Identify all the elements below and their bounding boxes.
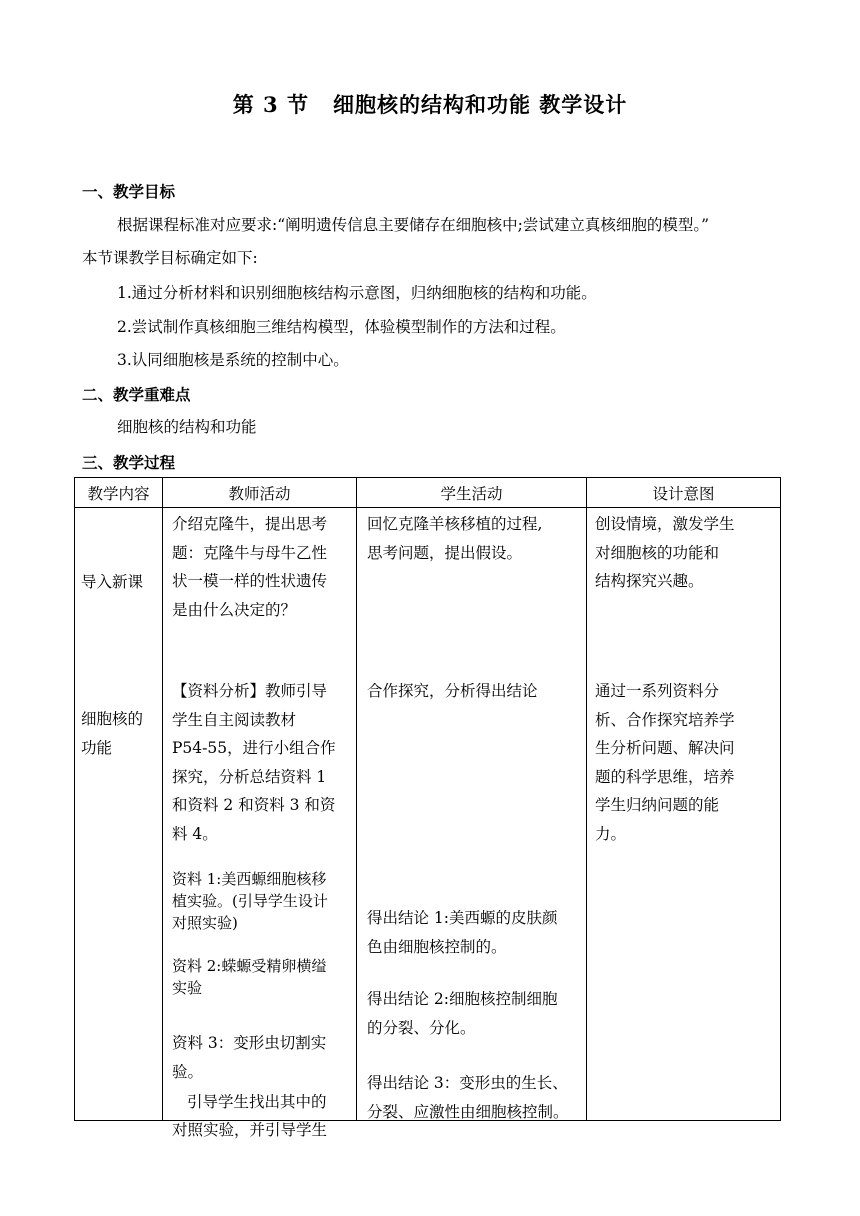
teacher-c1: 资料 1:美西螈细胞核移	[172, 870, 327, 888]
student-c1: 得出结论 1:美西螈的皮肤颜	[367, 909, 558, 927]
table-header-row	[75, 478, 781, 508]
student-b1: 合作探究，分析得出结论	[367, 682, 538, 700]
intent-a1: 创设情境，激发学生	[595, 515, 735, 533]
teacher-d2: 实验	[172, 979, 203, 997]
teacher-f1: 引导学生找出其中的	[187, 1093, 327, 1111]
teacher-b6: 料 4。	[172, 824, 218, 843]
teacher-f2: 对照实验，并引导学生	[172, 1121, 328, 1139]
teacher-a4: 是由什么决定的？	[172, 600, 297, 619]
teacher-b1: 【资料分析】教师引导	[172, 682, 328, 700]
intent-b3: 生分析问题、解决问	[595, 739, 735, 757]
teacher-e1: 资料 3：变形虫切割实	[172, 1034, 327, 1052]
content-cell	[75, 508, 163, 1121]
intent-b5: 学生归纳问题的能	[595, 796, 720, 814]
goals-intro-line1: 根据课程标准对应要求:“阐明遗传信息主要储存在细胞核中;尝试建立真核细胞的模型。”	[117, 216, 710, 234]
content-function-line1: 细胞核的	[81, 710, 144, 728]
intent-b2: 析、合作探究培养学	[595, 710, 735, 729]
goal-item-2: 2.尝试制作真核细胞三维结构模型，体验模型制作的方法和过程。	[117, 318, 566, 336]
design-intent-cell	[587, 508, 781, 1121]
teacher-c3: 对照实验)	[172, 914, 238, 932]
goals-intro-line2: 本节课教学目标确定如下:	[82, 249, 258, 267]
header-teacher-activity: 教师活动	[163, 478, 357, 508]
header-content: 教学内容	[75, 478, 163, 508]
student-d1: 得出结论 2:细胞核控制细胞	[367, 990, 558, 1008]
intent-b6: 力。	[595, 824, 627, 843]
intent-a3: 结构探究兴趣。	[595, 572, 704, 590]
header-design-intent: 设计意图	[587, 478, 781, 508]
student-e1: 得出结论 3：变形虫的生长、	[367, 1074, 568, 1092]
student-e2: 分裂、应激性由细胞核控制。	[367, 1102, 569, 1121]
intent-b4: 题的科学思维，培养	[595, 767, 735, 786]
intent-b1: 通过一系列资料分	[595, 682, 720, 700]
heading-key-points: 二、教学重难点	[82, 385, 191, 404]
intent-a2: 对细胞核的功能和	[595, 543, 720, 562]
student-c2: 色由细胞核控制的。	[367, 937, 507, 956]
key-points-text: 细胞核的结构和功能	[117, 418, 257, 436]
table-row	[75, 508, 781, 1121]
teaching-process-table	[74, 477, 781, 1139]
heading-teaching-goals: 一、教学目标	[82, 182, 176, 201]
student-a2: 思考问题，提出假设。	[367, 543, 523, 562]
student-activity-cell	[357, 508, 587, 1121]
teacher-a2: 题：克隆牛与母牛乙性	[172, 543, 328, 562]
goal-item-3: 3.认同细胞核是系统的控制中心。	[117, 351, 349, 369]
teacher-c2: 植实验。(引导学生设计	[172, 892, 328, 910]
teacher-b2: 学生自主阅读教材	[172, 710, 297, 729]
content-function-line2: 功能	[81, 739, 113, 757]
goal-item-1: 1.通过分析材料和识别细胞核结构示意图，归纳细胞核的结构和功能。	[117, 284, 597, 302]
content-intro: 导入新课	[81, 573, 144, 591]
teacher-b3: P54-55，进行小组合作	[172, 739, 336, 757]
document-title	[0, 89, 860, 119]
teacher-a1: 介绍克隆牛，提出思考	[172, 515, 328, 533]
title-section-number: 第 3 节	[232, 92, 309, 117]
teacher-a3: 状一模一样的性状遗传	[172, 572, 328, 590]
teacher-d1: 资料 2:蝾螈受精卵横缢	[172, 957, 327, 975]
student-d2: 的分裂、分化。	[367, 1018, 476, 1037]
header-student-activity: 学生活动	[357, 478, 587, 508]
teacher-activity-cell	[163, 508, 357, 1139]
teacher-b5: 和资料 2 和资料 3 和资	[172, 796, 336, 814]
title-text: 细胞核的结构和功能 教学设计	[332, 92, 628, 117]
heading-teaching-process: 三、教学过程	[82, 453, 176, 472]
student-a1: 回忆克隆羊核移植的过程,	[367, 515, 543, 533]
teacher-e2: 验。	[172, 1062, 204, 1081]
teacher-b4: 探究，分析总结资料 1	[172, 767, 327, 786]
